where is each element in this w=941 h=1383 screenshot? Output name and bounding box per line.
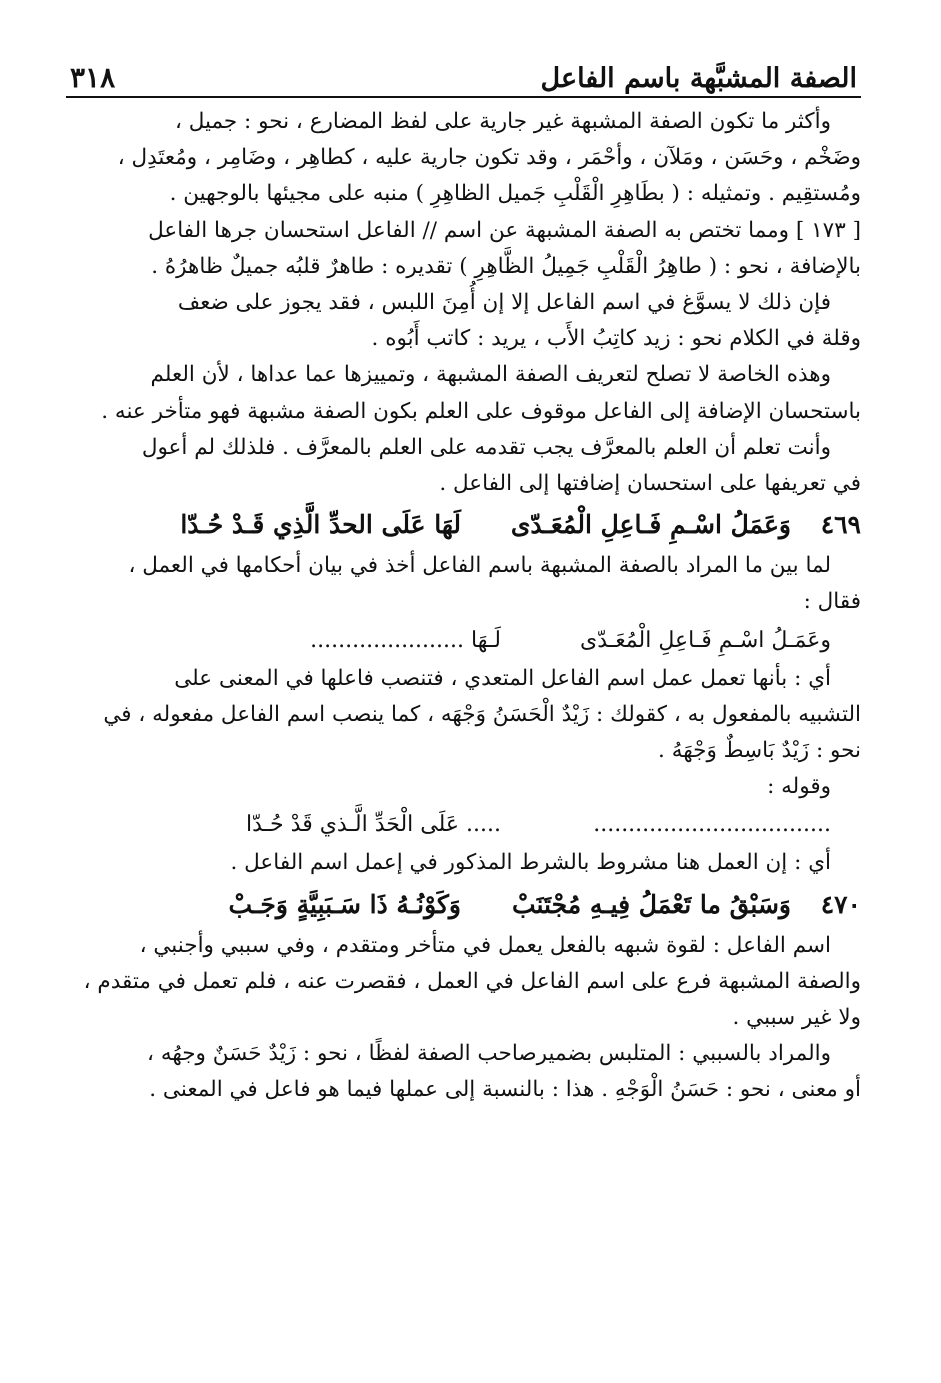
text-line: اسم الفاعل : لقوة شبهه بالفعل يعمل في متأخر ومتقدم ، وفي سببي وأجنبي ، — [139, 932, 831, 958]
text-line: والمراد بالسببي : المتلبس بضميرصاحب الصفة لفظًا ، نحو : زَيْدٌ حَسَنٌ وجهُه ، — [147, 1041, 831, 1067]
text-line: ومُستقِيم . وتمثيله : ( بطَاهِرِ الْقَلْبِ جَميل الظاهِرِ ) منبه على مجيئها بالوجهين . — [169, 181, 861, 207]
paragraph-6 — [66, 661, 861, 770]
text-line: نحو : زَيْدٌ بَاسِطٌ وَجْهَهُ . — [658, 738, 861, 764]
text-line: فإن ذلك لا يسوَّغ في اسم الفاعل إلا إن أُمِنَ اللبس ، فقد يجوز على ضعف — [177, 290, 831, 316]
text-line: في تعريفها على استحسان إضافتها إلى الفاعل . — [439, 471, 861, 497]
verse-470 — [66, 884, 861, 926]
text-line: ولا غير سببي . — [732, 1005, 861, 1031]
text-line: وأنت تعلم أن العلم بالمعرَّف يجب تقدمه على العلم بالمعرَّف . فلذلك لم أعول — [141, 434, 831, 460]
text-line: لما بين ما المراد بالصفة المشبهة باسم الفاعل أخذ في بيان أحكامها في العمل ، — [128, 553, 831, 579]
text-line: وأكثر ما تكون الصفة المشبهة غير جارية على لفظ المضارع ، نحو : جميل ، — [174, 109, 831, 134]
text-line: وضَخْم ، وحَسَن ، ومَلآن ، وأحْمَر ، وقد تكون جارية عليه ، كطاهِر ، وضَامِر ، ومُعتَدِل ، — [117, 145, 861, 171]
text-line: باستحسان الإضافة إلى الفاعل موقوف على العلم بكون الصفة مشبهة فهو متأخر عنه . — [101, 398, 861, 424]
book-page — [66, 48, 861, 1343]
paragraph-2 — [66, 285, 861, 357]
page-header — [66, 48, 861, 98]
note-173 — [66, 213, 861, 285]
text-line: [ ١٧٣ ] ومما تختص به الصفة المشبهة عن اسم // الفاعل استحسان جرها الفاعل — [148, 217, 861, 243]
verse-hemistich-1: وَسَبْقُ ما تَعْمَلُ فِيـهِ مُجْتَنَبْ — [511, 889, 791, 919]
page-number: ٣١٨ — [70, 61, 116, 94]
running-title: الصفة المشبَّهة باسم الفاعل — [540, 63, 857, 94]
text-line: وهذه الخاصة لا تصلح لتعريف الصفة المشبهة ، وتمييزها عما عداها ، لأن العلم — [150, 362, 831, 388]
paragraph-1 — [66, 104, 861, 213]
text-line: التشبيه بالمفعول به ، كقولك : زَيْدٌ الْحَسَنُ وَجْهَه ، كما ينصب اسم الفاعل مفعوله ، في — [103, 701, 861, 727]
verse-number: ٤٦٩ — [820, 510, 861, 540]
text-line: وقلة في الكلام نحو : زيد كاتِبُ الأَب ، يريد : كاتب أَبُوه . — [371, 326, 861, 352]
paragraph-8 — [66, 845, 861, 881]
paragraph-5 — [66, 548, 861, 620]
paragraph-10 — [66, 1036, 861, 1108]
text-line: أو معنى ، نحو : حَسَنُ الْوَجْهِ . هذا : بالنسبة إلى عملها فيما هو فاعل في المعنى . — [149, 1077, 861, 1103]
paragraph-9 — [66, 928, 861, 1037]
verse-469 — [66, 504, 861, 546]
text-line: والصفة المشبهة فرع على اسم الفاعل في العمل ، فقصرت عنه ، فلم تعمل في متقدم ، — [83, 968, 861, 994]
verse-quote-2 — [66, 805, 861, 845]
paragraph-4 — [66, 430, 861, 502]
text-line: فقال : — [803, 589, 861, 615]
text-line: أي : إن العمل هنا مشروط بالشرط المذكور في إعمل اسم الفاعل . — [230, 850, 831, 876]
verse-hemistich-2: لَهَا عَلَى الحدِّ الَّذِي قَـدْ حُـدّا — [180, 510, 461, 540]
quote-part-2: ..... عَلَى الْحَدِّ الَّـذي قَدْ حُـدّا — [245, 812, 501, 838]
text-line: بالإضافة ، نحو : ( طاهِرُ الْقَلْبِ جَمِيلُ الظَّاهِرِ ) تقديره : طاهرٌ قلبُه جميلٌ ظاهرُهُ . — [151, 253, 861, 279]
verse-number: ٤٧٠ — [820, 889, 861, 919]
page-body — [66, 104, 861, 1109]
paragraph-3 — [66, 357, 861, 429]
text-line: أي : بأنها تعمل عمل اسم الفاعل المتعدي ، فتنصب فاعلها في المعنى على — [174, 665, 831, 691]
verse-quote-1 — [66, 621, 861, 661]
verse-hemistich-1: وَعَمَلُ اسْـمِ فَـاعِلِ الْمُعَـدّى — [510, 510, 791, 540]
quote-part-2: لَـهَا ...................... — [310, 627, 501, 653]
quote-part-1: وعَمَـلُ اسْـمِ فَـاعِلِ الْمُعَـدّى — [579, 627, 831, 653]
text-line: وقوله : — [767, 774, 831, 800]
verse-hemistich-2: وَكَوْنُـهُ ذَا سَـبَبِيَّةٍ وَجَـبْ — [228, 889, 461, 919]
paragraph-7 — [66, 769, 861, 805]
quote-part-1: .................................. — [593, 812, 831, 838]
